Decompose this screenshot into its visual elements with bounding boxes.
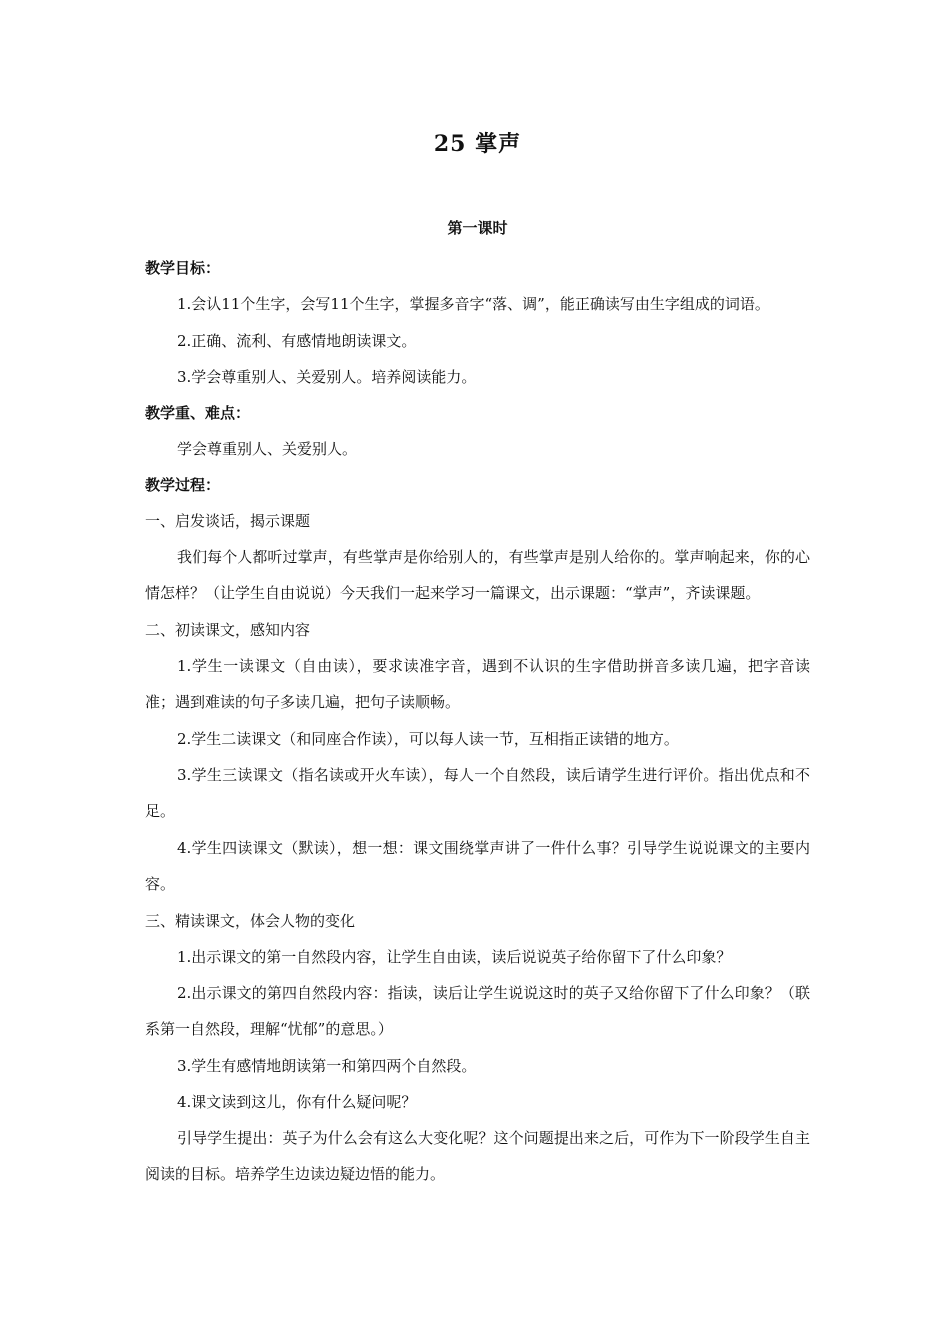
section-paragraph: 3.学生有感情地朗读第一和第四两个自然段。: [177, 1056, 477, 1075]
key-points-heading: 教学重、难点：: [145, 403, 251, 422]
objective-item: 3.学会尊重别人、关爱别人。培养阅读能力。: [177, 367, 477, 386]
section-paragraph: 1.学生一读课文（自由读），要求读准字音，遇到不认识的生字借助拼音多读几遍，把字音读准；遇到难读的句子多读几遍，把句子读顺畅。: [145, 656, 810, 711]
section-paragraph: 2.出示课文的第四自然段内容：指读，读后让学生说说这时的英子又给你留下了什么印象？（联系第一自然段，理解“忧郁”的意思。）: [145, 983, 810, 1038]
section-title: 二、初读课文，感知内容: [145, 620, 311, 639]
document-body: [145, 250, 810, 1193]
objective-item: 1.会认11个生字，会写11个生字，掌握多音字“落、调”，能正确读写由生字组成的词语。: [177, 295, 770, 313]
lesson-subtitle: 第一课时: [447, 219, 508, 237]
process-heading: 教学过程：: [145, 475, 221, 494]
section-paragraph: 我们每个人都听过掌声，有些掌声是你给别人的，有些掌声是别人给你的。掌声响起来，你的心情怎样？（让学生自由说说）今天我们一起来学习一篇课文，出示课题：“掌声”，齐读课题。: [145, 547, 810, 602]
section-paragraph: 3.学生三读课文（指名读或开火车读），每人一个自然段，读后请学生进行评价。指出优点和不足。: [145, 765, 810, 820]
section-paragraph: 4.学生四读课文（默读），想一想：课文围绕掌声讲了一件什么事？引导学生说说课文的主要内容。: [145, 838, 810, 893]
section-paragraph: 4.课文读到这儿，你有什么疑问呢？: [177, 1092, 417, 1111]
objective-item: 2.正确、流利、有感情地朗读课文。: [177, 331, 417, 350]
lesson-title: 25 掌声: [433, 131, 522, 157]
objectives-heading: 教学目标：: [145, 259, 221, 277]
section-paragraph: 1.出示课文的第一自然段内容，让学生自由读，读后说说英子给你留下了什么印象？: [177, 947, 732, 966]
section-title: 三、精读课文，体会人物的变化: [145, 911, 356, 930]
section-paragraph: 引导学生提出：英子为什么会有这么大变化呢？这个问题提出来之后，可作为下一阶段学生自主阅读的目标。培养学生边读边疑边悟的能力。: [145, 1128, 810, 1183]
section-title: 一、启发谈话，揭示课题: [145, 511, 311, 530]
section-paragraph: 2.学生二读课文（和同座合作读），可以每人读一节，互相指正读错的地方。: [177, 729, 679, 748]
key-points-text: 学会尊重别人、关爱别人。: [177, 439, 358, 458]
